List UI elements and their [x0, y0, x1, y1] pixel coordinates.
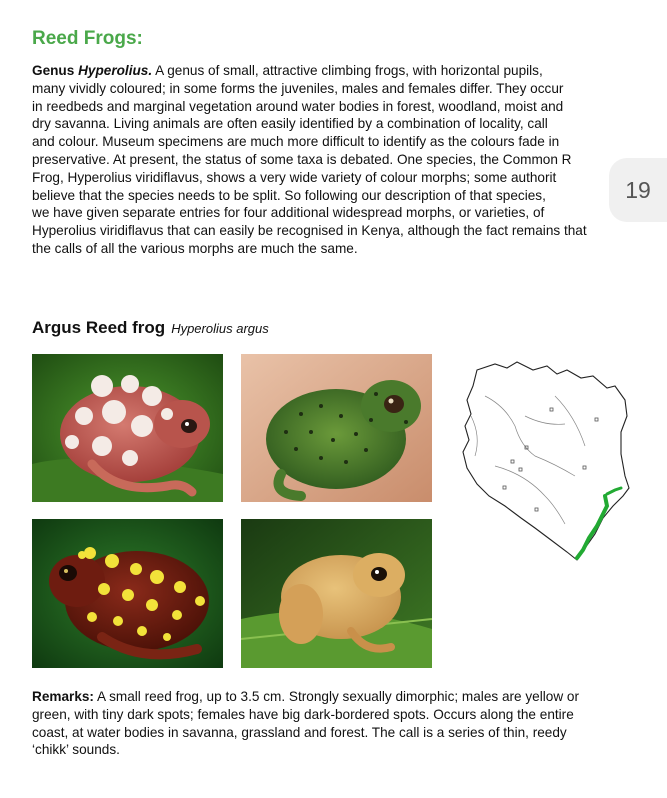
species-common-name: Argus Reed frog — [32, 318, 166, 337]
intro-line-5: and colour. Museum specimens are much more difficult to identify as the colours fade in — [32, 134, 560, 150]
intro-paragraph — [32, 62, 642, 258]
photo-tan-frog-on-leaf — [241, 519, 432, 668]
photo-green-spotted-frog — [241, 354, 432, 502]
intro-line-10: Hyperolius viridiflavus that can easily be recognised in Kenya, although the fact remains that — [32, 223, 587, 239]
genus-label: Genus — [32, 63, 75, 78]
species-scientific-name: Hyperolius argus — [171, 321, 269, 336]
remarks-paragraph — [32, 688, 642, 759]
intro-line-9: we have given separate entries for four additional widespread morphs, or varieties, of — [32, 205, 545, 221]
page-number-tab: 19 — [609, 158, 667, 222]
remarks-line-1-text: A small reed frog, up to 3.5 cm. Strongly sexually dimorphic; males are yellow or — [93, 689, 580, 704]
intro-line-3: in reedbeds and marginal vegetation around water bodies in forest, woodland, moist and — [32, 98, 564, 114]
intro-line-6: preservative. At present, the status of some taxa is debated. One species, the Common R — [32, 151, 572, 167]
intro-line-2: many vividly coloured; in some forms the juveniles, males and females differ. They occur — [32, 80, 564, 96]
remarks-line-1 — [32, 688, 642, 706]
distribution-map-kenya — [455, 356, 640, 566]
section-heading: Reed Frogs: — [32, 28, 143, 49]
intro-line-8: believe that the species needs to be split. So following our description of that species, — [32, 187, 546, 203]
photo-pink-spotted-frog — [32, 354, 223, 502]
remarks-label: Remarks: — [32, 689, 94, 704]
intro-line-11: the calls of all the various morphs are much the same. — [32, 240, 358, 256]
intro-line-4: dry savanna. Living animals are often easily identified by a combination of locality, call — [32, 116, 548, 132]
remarks-line-4: ‘chikk’ sounds. — [32, 742, 120, 758]
genus-name: Hyperolius. — [78, 63, 153, 78]
intro-line-1 — [32, 62, 642, 80]
species-title — [32, 318, 269, 338]
remarks-line-3: coast, at water bodies in savanna, grassland and forest. The call is a series of thin, reedy — [32, 724, 567, 740]
intro-line-1-text: A genus of small, attractive climbing frogs, with horizontal pupils, — [152, 63, 543, 78]
photo-yellow-spotted-frog — [32, 519, 223, 668]
remarks-line-2: green, with tiny dark spots; females have big dark-bordered spots. Occurs along the entire — [32, 706, 574, 722]
intro-line-7: Frog, Hyperolius viridiflavus, shows a very wide variety of colour morphs; some authorit — [32, 169, 557, 185]
